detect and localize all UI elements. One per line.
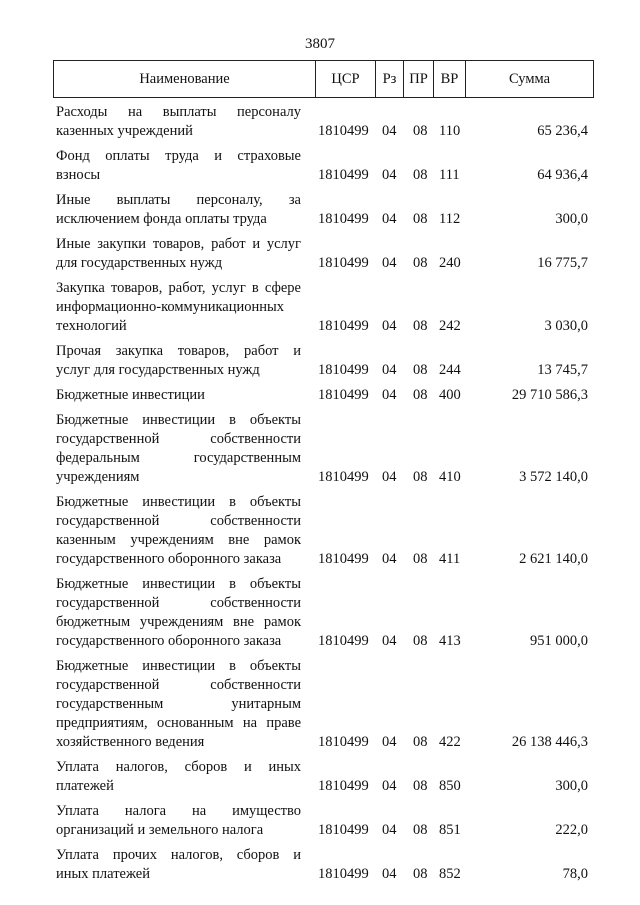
row-pr: 08	[413, 866, 428, 882]
row-rz: 04	[382, 778, 397, 794]
row-pr: 08	[413, 318, 428, 334]
row-name-line: платежей	[56, 778, 114, 794]
row-sum: 29 710 586,3	[511, 387, 588, 403]
row-csr: 1810499	[318, 734, 369, 750]
row-vr: 400	[439, 387, 461, 403]
table-row	[56, 657, 588, 752]
header-rz: Рз	[376, 61, 404, 97]
row-sum: 26 138 446,3	[511, 734, 588, 750]
row-name-line: для государственных нужд	[56, 255, 223, 271]
table-row	[56, 411, 588, 487]
table-row	[56, 235, 588, 273]
row-name-line: государственной собственности	[56, 513, 301, 529]
row-pr: 08	[413, 734, 428, 750]
header-csr: ЦСР	[316, 61, 376, 97]
row-name	[56, 846, 301, 884]
table-row	[56, 147, 588, 185]
row-name	[56, 147, 301, 185]
row-name-line: казенным учреждениям вне рамок	[56, 532, 301, 548]
row-name-line: бюджетным учреждениям вне рамок	[56, 614, 301, 630]
row-sum: 2 621 140,0	[519, 551, 588, 567]
row-vr: 422	[439, 734, 461, 750]
row-csr: 1810499	[318, 167, 369, 183]
row-name-line: учреждениям	[56, 469, 140, 485]
row-name-line: казенных учреждений	[56, 123, 193, 139]
row-name-line: Бюджетные инвестиции в объекты	[56, 658, 301, 674]
row-pr: 08	[413, 211, 428, 227]
row-sum: 300,0	[555, 211, 588, 227]
row-csr: 1810499	[318, 866, 369, 882]
row-name	[56, 279, 301, 336]
row-name-line: информационно-коммуникационных	[56, 299, 285, 315]
row-csr: 1810499	[318, 469, 369, 485]
row-name-line: Уплата налогов, сборов и иных	[56, 759, 301, 775]
page-number: 3807	[305, 36, 335, 52]
row-sum: 951 000,0	[530, 633, 588, 649]
row-sum: 64 936,4	[537, 167, 588, 183]
row-name-line: государственной собственности	[56, 431, 301, 447]
row-name-line: Бюджетные инвестиции	[56, 387, 205, 403]
row-rz: 04	[382, 318, 397, 334]
row-name	[56, 411, 301, 487]
row-pr: 08	[413, 123, 428, 139]
row-name	[56, 657, 301, 752]
row-name-line: государственным унитарным	[56, 696, 301, 712]
row-rz: 04	[382, 123, 397, 139]
header-pr: ПР	[404, 61, 434, 97]
row-csr: 1810499	[318, 362, 369, 378]
row-pr: 08	[413, 167, 428, 183]
row-rz: 04	[382, 387, 397, 403]
row-name	[56, 103, 301, 141]
row-pr: 08	[413, 778, 428, 794]
row-name	[56, 386, 301, 405]
row-csr: 1810499	[318, 318, 369, 334]
row-vr: 851	[439, 822, 461, 838]
row-sum: 78,0	[562, 866, 588, 882]
row-name-line: государственного оборонного заказа	[56, 551, 282, 567]
row-name-line: организаций и земельного налога	[56, 822, 264, 838]
row-pr: 08	[413, 469, 428, 485]
row-name-line: государственного оборонного заказа	[56, 633, 282, 649]
header-vr: ВР	[434, 61, 466, 97]
row-sum: 3 030,0	[544, 318, 588, 334]
row-csr: 1810499	[318, 211, 369, 227]
table-row	[56, 103, 588, 141]
row-rz: 04	[382, 167, 397, 183]
row-name-line: иных платежей	[56, 866, 150, 882]
row-name-line: Иные выплаты персоналу, за	[56, 192, 301, 208]
header-name: Наименование	[54, 61, 316, 97]
row-vr: 244	[439, 362, 461, 378]
row-name	[56, 758, 301, 796]
row-pr: 08	[413, 362, 428, 378]
row-name-line: технологий	[56, 318, 127, 334]
table-row	[56, 279, 588, 336]
row-name-line: Закупка товаров, работ, услуг в сфере	[56, 280, 301, 296]
row-vr: 852	[439, 866, 461, 882]
row-name	[56, 191, 301, 229]
row-name-line: Бюджетные инвестиции в объекты	[56, 494, 301, 510]
row-name-line: предприятиям, основанным на праве	[56, 715, 301, 731]
table-row	[56, 575, 588, 651]
row-pr: 08	[413, 822, 428, 838]
row-vr: 413	[439, 633, 461, 649]
table-row	[56, 493, 588, 569]
row-name-line: услуг для государственных нужд	[56, 362, 260, 378]
row-vr: 411	[439, 551, 461, 567]
row-name	[56, 342, 301, 380]
row-csr: 1810499	[318, 822, 369, 838]
row-sum: 3 572 140,0	[519, 469, 588, 485]
row-csr: 1810499	[318, 387, 369, 403]
row-name-line: взносы	[56, 167, 101, 183]
row-name-line: Расходы на выплаты персоналу	[56, 104, 301, 120]
row-pr: 08	[413, 255, 428, 271]
row-rz: 04	[382, 255, 397, 271]
row-vr: 850	[439, 778, 461, 794]
table-row	[56, 191, 588, 229]
row-name-line: Бюджетные инвестиции в объекты	[56, 412, 301, 428]
row-csr: 1810499	[318, 778, 369, 794]
row-csr: 1810499	[318, 123, 369, 139]
row-csr: 1810499	[318, 255, 369, 271]
row-csr: 1810499	[318, 633, 369, 649]
table-row	[56, 758, 588, 796]
row-sum: 222,0	[555, 822, 588, 838]
row-vr: 240	[439, 255, 461, 271]
row-pr: 08	[413, 551, 428, 567]
table-header	[53, 60, 594, 98]
row-rz: 04	[382, 633, 397, 649]
row-vr: 110	[439, 123, 461, 139]
row-name	[56, 235, 301, 273]
row-name-line: Уплата налога на имущество	[56, 803, 301, 819]
row-csr: 1810499	[318, 551, 369, 567]
row-rz: 04	[382, 362, 397, 378]
row-sum: 16 775,7	[537, 255, 588, 271]
row-name-line: исключением фонда оплаты труда	[56, 211, 267, 227]
table-row	[56, 342, 588, 380]
row-rz: 04	[382, 866, 397, 882]
table-row	[56, 846, 588, 884]
row-name-line: государственной собственности	[56, 595, 301, 611]
row-sum: 300,0	[555, 778, 588, 794]
row-name	[56, 575, 301, 651]
row-vr: 111	[439, 167, 460, 183]
row-name-line: Уплата прочих налогов, сборов и	[56, 847, 301, 863]
row-name	[56, 802, 301, 840]
row-rz: 04	[382, 734, 397, 750]
table-row	[56, 386, 588, 405]
row-name-line: государственной собственности	[56, 677, 301, 693]
row-vr: 112	[439, 211, 461, 227]
row-sum: 13 745,7	[537, 362, 588, 378]
row-rz: 04	[382, 211, 397, 227]
row-name-line: Прочая закупка товаров, работ и	[56, 343, 301, 359]
row-vr: 410	[439, 469, 461, 485]
row-name-line: федеральным государственным	[56, 450, 301, 466]
row-name-line: Бюджетные инвестиции в объекты	[56, 576, 301, 592]
row-pr: 08	[413, 387, 428, 403]
table-body	[56, 103, 588, 890]
row-name-line: Иные закупки товаров, работ и услуг	[56, 236, 301, 252]
row-name-line: Фонд оплаты труда и страховые	[56, 148, 301, 164]
row-rz: 04	[382, 551, 397, 567]
header-sum: Сумма	[508, 70, 551, 87]
row-vr: 242	[439, 318, 461, 334]
row-name-line: хозяйственного ведения	[56, 734, 205, 750]
row-pr: 08	[413, 633, 428, 649]
row-rz: 04	[382, 822, 397, 838]
row-name	[56, 493, 301, 569]
table-row	[56, 802, 588, 840]
row-sum: 65 236,4	[537, 123, 588, 139]
row-rz: 04	[382, 469, 397, 485]
